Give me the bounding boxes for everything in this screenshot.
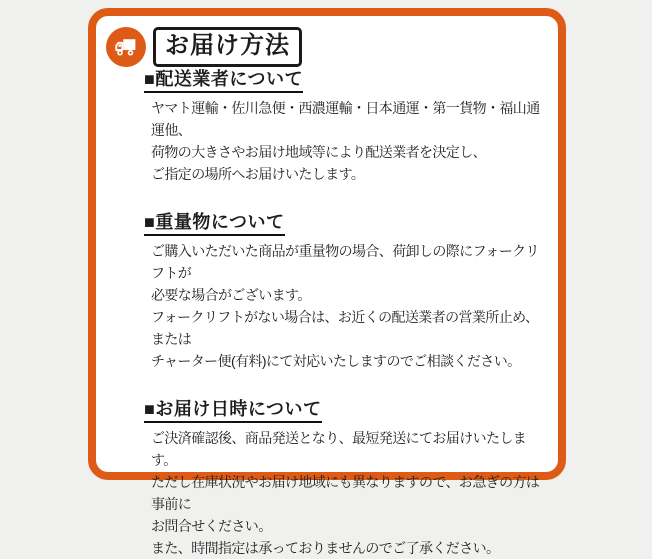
section-heading: ■重量物について — [144, 211, 285, 236]
page-title: お届け方法 — [153, 27, 302, 67]
delivery-section — [144, 68, 546, 185]
section-body: ご決済確認後、商品発送となり、最短発送にてお届けいたします。 ただし在庫状況やお届け地域にも異なりますので、お急ぎの方は事前に お問合せください。 また、時間指定は承っておりませんのでご了承ください。 — [151, 430, 540, 556]
section-body: ご購入いただいた商品が重量物の場合、荷卸しの際にフォークリフトが 必要な場合がございます。 フォークリフトがない場合は、お近くの配送業者の営業所止め、または チャーター便(有料)にて対応いたしますのでご相談ください。 — [151, 243, 539, 369]
section-body: ヤマト運輸・佐川急便・西濃運輸・日本通運・第一貨物・福山通運他、 荷物の大きさやお届け地域等により配送業者を決定し、 ご指定の場所へお届けいたします。 — [151, 100, 540, 182]
delivery-info-panel — [88, 8, 566, 556]
sections-container — [106, 68, 546, 559]
delivery-section — [144, 398, 546, 559]
delivery-section — [144, 211, 546, 372]
truck-icon — [106, 27, 146, 67]
section-heading: ■お届け日時について — [144, 398, 322, 423]
panel-content — [96, 16, 558, 559]
section-heading: ■配送業者について — [144, 68, 303, 93]
panel-header — [106, 27, 546, 67]
